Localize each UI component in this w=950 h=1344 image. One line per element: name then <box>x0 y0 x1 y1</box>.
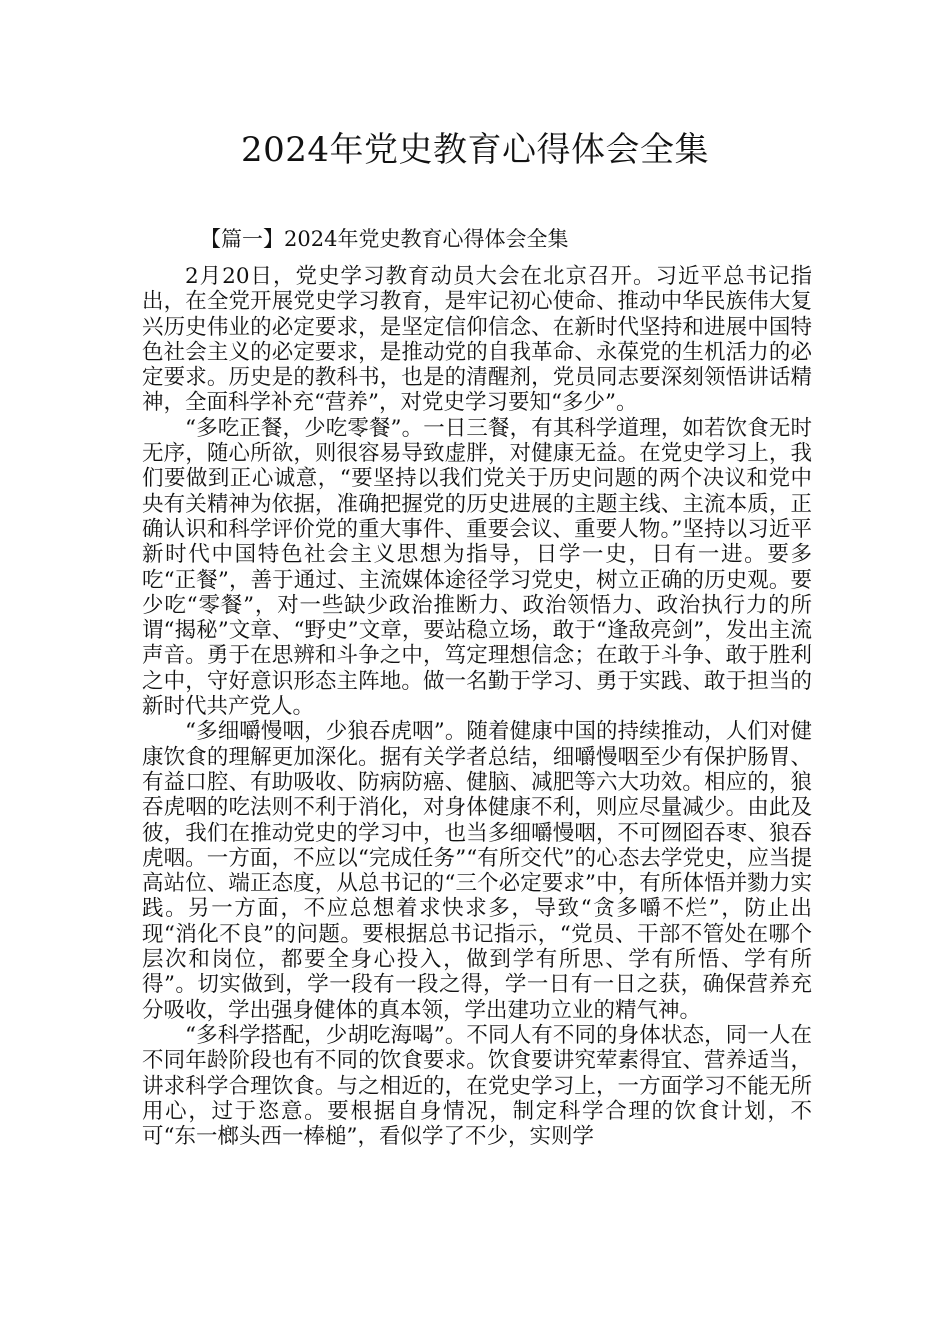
document-title: 2024年党史教育心得体会全集 <box>240 130 710 170</box>
document-body <box>142 264 812 1149</box>
section-heading: 【篇一】2024年党史教育心得体会全集 <box>200 227 569 251</box>
paragraph: 2月20日，党史学习教育动员大会在北京召开。习近平总书记指出，在全党开展党史学习教育，是牢记初心使命、推动中华民族伟大复兴历史伟业的必定要求，是坚定信仰信念、在新时代坚持和进展中国特色社会主义的必定要求，是推动党的自我革命、永葆党的生机活力的必定要求。历史是的教科书，也是的清醒剂，党员同志要深刻领悟讲话精神，全面科学补充“营养”，对党史学习要知“多少”。 <box>142 264 812 416</box>
paragraph: “多科学搭配，少胡吃海喝”。不同人有不同的身体状态，同一人在不同年龄阶段也有不同的饮食要求。饮食要讲究荤素得宜、营养适当，讲求科学合理饮食。与之相近的，在党史学习上，一方面学习不能无所用心，过于恣意。要根据自身情况，制定科学合理的饮食计划，不可“东一榔头西一棒槌”，看似学了不少，实则学 <box>142 1022 812 1150</box>
paragraph: “多吃正餐，少吃零餐”。一日三餐，有其科学道理，如若饮食无时无序，随心所欲，则很容易导致虚胖，对健康无益。在党史学习上，我们要做到正心诚意，“要坚持以我们党关于历史问题的两个决议和党中央有关精神为依据，准确把握党的历史进展的主题主线、主流本质，正确认识和科学评价党的重大事件、重要会议、重要人物。”坚持以习近平新时代中国特色社会主义思想为指导，日学一史，日有一进。要多吃“正餐”，善于通过、主流媒体途径学习党史，树立正确的历史观。要少吃“零餐”，对一些缺少政治推断力、政治领悟力、政治执行力的所谓“揭秘”文章、“野史”文章，要站稳立场，敢于“逢敌亮剑”，发出主流声音。勇于在思辨和斗争之中，笃定理想信念；在敢于斗争、敢于胜利之中，守好意识形态主阵地。做一名勤于学习、勇于实践、敢于担当的新时代共产党人。 <box>142 415 812 720</box>
paragraph: “多细嚼慢咽，少狼吞虎咽”。随着健康中国的持续推动，人们对健康饮食的理解更加深化。据有关学者总结，细嚼慢咽至少有保护肠胃、有益口腔、有助吸收、防病防癌、健脑、减肥等六大功效。相应的，狼吞虎咽的吃法则不利于消化，对身体健康不利，则应尽量减少。由此及彼，我们在推动党史的学习中，也当多细嚼慢咽，不可囫囵吞枣、狼吞虎咽。一方面，不应以“完成任务”“有所交代”的心态去学党史，应当提高站位、端正态度，从总书记的“三个必定要求”中，有所体悟并勠力实践。另一方面，不应总想着求快求多，导致“贪多嚼不烂”，防止出现“消化不良”的问题。要根据总书记指示，“党员、干部不管处在哪个层次和岗位，都要全身心投入，做到学有所思、学有所悟、学有所得”。切实做到，学一段有一段之得，学一日有一日之获，确保营养充分吸收，学出强身健体的真本领，学出建功立业的精气神。 <box>142 719 812 1023</box>
